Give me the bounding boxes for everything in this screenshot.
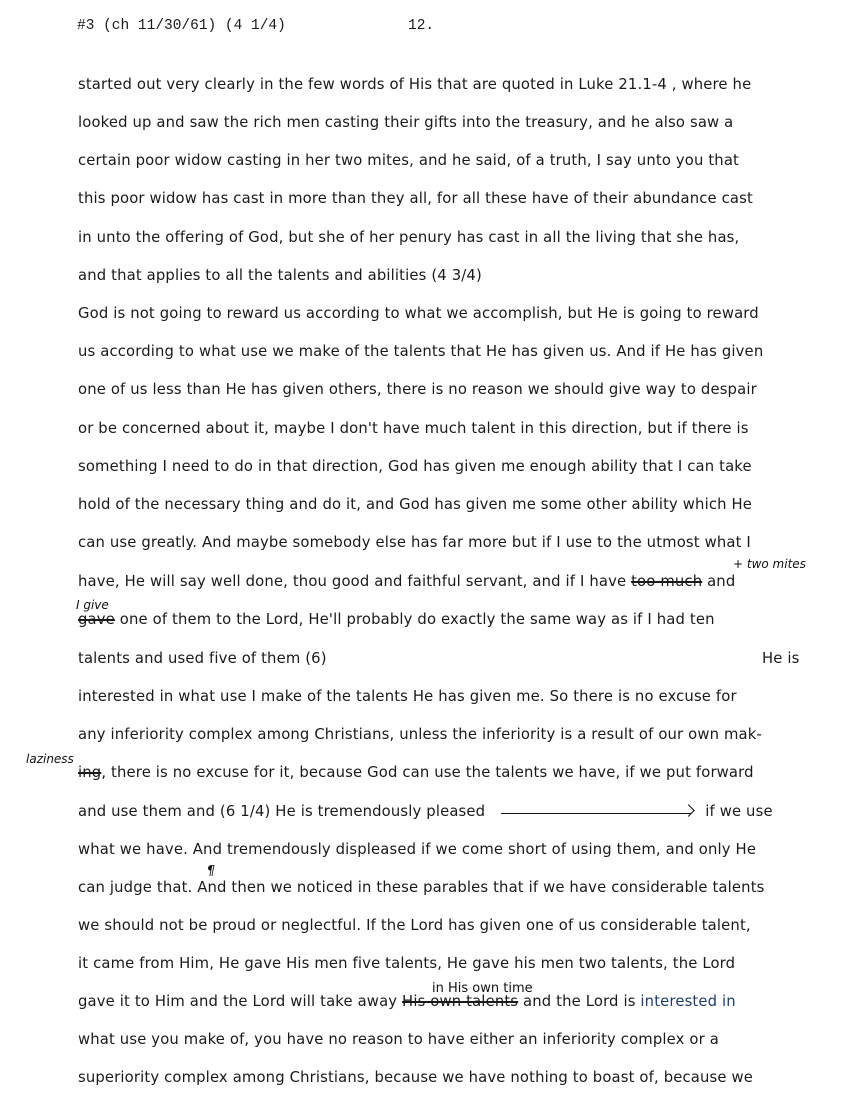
text-line: and that applies to all the talents and abilities (4 3/4)	[78, 267, 482, 284]
text-line: can judge that. And then we noticed in these parables that if we have considerable talents	[78, 879, 765, 896]
text-line: one of us less than He has given others, there is no reason we should give way to despair	[78, 381, 757, 398]
text-line: superiority complex among Christians, because we have nothing to boast of, because we	[78, 1069, 754, 1086]
text-line: what we have. And tremendously displeased if we come short of using them, and only He	[78, 841, 757, 858]
text-line: any inferiority complex among Christians, unless the inferiority is a result of our own mak-	[78, 726, 762, 743]
text-line: or be concerned about it, maybe I don't have much talent in this direction, but if there is	[78, 420, 749, 437]
struck-text: gave	[78, 611, 115, 628]
text-line: ing, there is no excuse for it, because God can use the talents we have, if we put forward	[78, 764, 754, 781]
text-line: this poor widow has cast in more than they all, for all these have of their abundance cast	[78, 190, 753, 207]
handwritten-in-his-own-time: in His own time	[432, 981, 533, 996]
arrow-icon	[501, 803, 691, 814]
text-line: it came from Him, He gave His men five talents, He gave his men two talents, the Lord	[78, 955, 736, 972]
text-line: gave it to Him and the Lord will take away His own talents and the Lord is interested in	[78, 993, 736, 1010]
text-line: God is not going to reward us according to what we accomplish, but He is going to reward	[78, 305, 759, 322]
text-line: gave one of them to the Lord, He'll probably do exactly the same way as if I had ten	[78, 611, 715, 628]
text-line: we should not be proud or neglectful. If the Lord has given one of us considerable talent,	[78, 917, 751, 934]
paragraph-mark-icon: ¶	[207, 864, 216, 879]
text-line: hold of the necessary thing and do it, and God has given me some other ability which He	[78, 496, 753, 513]
text-line: us according to what use we make of the talents that He has given us. And if He has given	[78, 343, 764, 360]
page-number: 12.	[408, 18, 435, 34]
page-header: #3 (ch 11/30/61) (4 1/4)	[77, 18, 286, 34]
text-line: can use greatly. And maybe somebody else has far more but if I use to the utmost what I	[78, 534, 751, 551]
text-line: have, He will say well done, thou good and faithful servant, and if I have too much and	[78, 573, 736, 590]
text-line: interested in what use I make of the talents He has given me. So there is no excuse for	[78, 688, 737, 705]
text-line: and use them and (6 1/4) He is tremendously pleased if we use	[78, 803, 773, 820]
text-line: talents and used five of them (6)	[78, 650, 327, 667]
struck-text: too much	[631, 573, 703, 590]
handwritten-i-give: I give	[76, 598, 109, 612]
handwritten-two-mites: + two mites	[733, 557, 806, 571]
text-line: what use you make of, you have no reason to have either an inferiority complex or a	[78, 1031, 719, 1048]
text-line: certain poor widow casting in her two mites, and he said, of a truth, I say unto you that	[78, 152, 740, 169]
text-line: looked up and saw the rich men casting their gifts into the treasury, and he also saw a	[78, 114, 734, 131]
struck-text: His own talents	[402, 993, 519, 1010]
handwritten-laziness: laziness	[26, 752, 74, 766]
text-line-right: He is	[762, 650, 800, 667]
text-line: something I need to do in that direction, God has given me enough ability that I can take	[78, 458, 752, 475]
text-line: started out very clearly in the few words of His that are quoted in Luke 21.1-4 , where he	[78, 76, 752, 93]
text-line: in unto the offering of God, but she of her penury has cast in all the living that she has,	[78, 229, 740, 246]
struck-text: ing	[78, 764, 102, 781]
